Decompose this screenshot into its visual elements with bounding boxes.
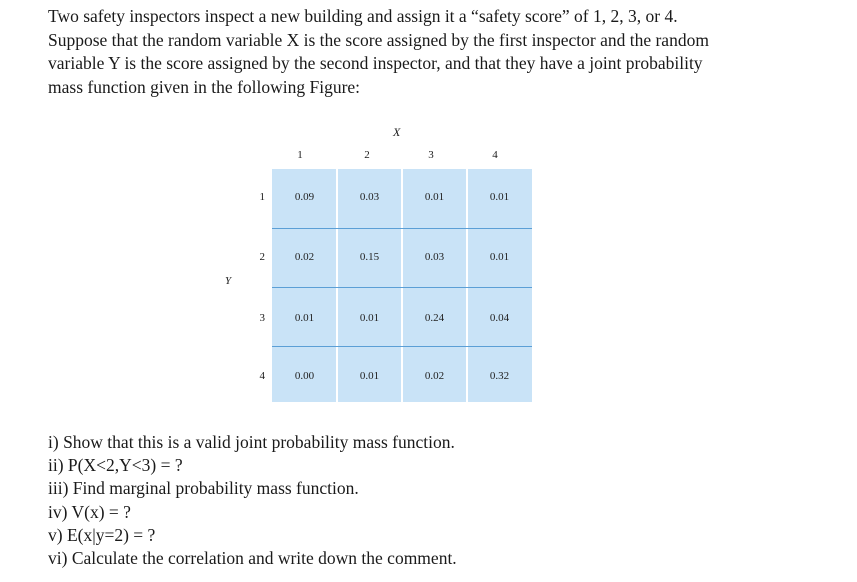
column-header-4: 4: [492, 149, 498, 161]
row-header-3: 3: [259, 312, 265, 324]
intro-line: Two safety inspectors inspect a new building and assign it a “safety score” of 1, 2, 3, or 4.: [48, 6, 678, 26]
table-cell: 0.01: [424, 191, 445, 203]
table-cell: 0.24: [424, 312, 445, 324]
question-list: [48, 431, 457, 570]
question-item: iii) Find marginal probability mass function.: [48, 478, 359, 499]
table-cell: 0.00: [294, 370, 315, 382]
y-axis-label: Y: [225, 275, 232, 287]
table-cell: 0.01: [359, 312, 380, 324]
row-header-1: 1: [259, 191, 265, 203]
row-header-4: 4: [259, 370, 265, 382]
column-divider: [336, 169, 338, 402]
column-header-1: 1: [297, 149, 303, 161]
table-cell: 0.03: [359, 191, 380, 203]
column-divider: [401, 169, 403, 402]
table-cell: 0.03: [424, 251, 445, 263]
joint-pmf-table: [272, 169, 532, 402]
table-cell: 0.04: [489, 312, 510, 324]
column-divider: [466, 169, 468, 402]
table-cell: 0.15: [359, 251, 380, 263]
problem-statement: [48, 5, 848, 99]
question-item: vi) Calculate the correlation and write down the comment.: [48, 548, 457, 569]
question-item: i) Show that this is a valid joint probability mass function.: [48, 432, 455, 452]
row-divider: [272, 228, 532, 229]
intro-line: variable Y is the score assigned by the second inspector, and that they have a joint probability: [48, 53, 703, 73]
table-cell: 0.01: [489, 191, 510, 203]
x-axis-label: X: [393, 125, 401, 139]
table-cell: 0.01: [359, 370, 380, 382]
table-cell: 0.32: [489, 370, 510, 382]
question-item: iv) V(x) = ?: [48, 501, 131, 522]
row-divider: [272, 346, 532, 347]
table-cell: 0.02: [294, 251, 315, 263]
table-cell: 0.01: [294, 312, 315, 324]
row-divider: [272, 287, 532, 288]
question-item: ii) P(X<2,Y<3) = ?: [48, 455, 183, 476]
table-cell: 0.01: [489, 251, 510, 263]
table-cell: 0.02: [424, 370, 445, 382]
column-header-2: 2: [364, 149, 370, 161]
row-header-2: 2: [259, 251, 265, 263]
question-item: v) E(x|y=2) = ?: [48, 524, 156, 545]
table-cell: 0.09: [294, 191, 315, 203]
intro-line: Suppose that the random variable X is the score assigned by the first inspector and the random: [48, 29, 709, 50]
column-header-3: 3: [428, 149, 434, 161]
intro-line: mass function given in the following Figure:: [48, 76, 361, 97]
